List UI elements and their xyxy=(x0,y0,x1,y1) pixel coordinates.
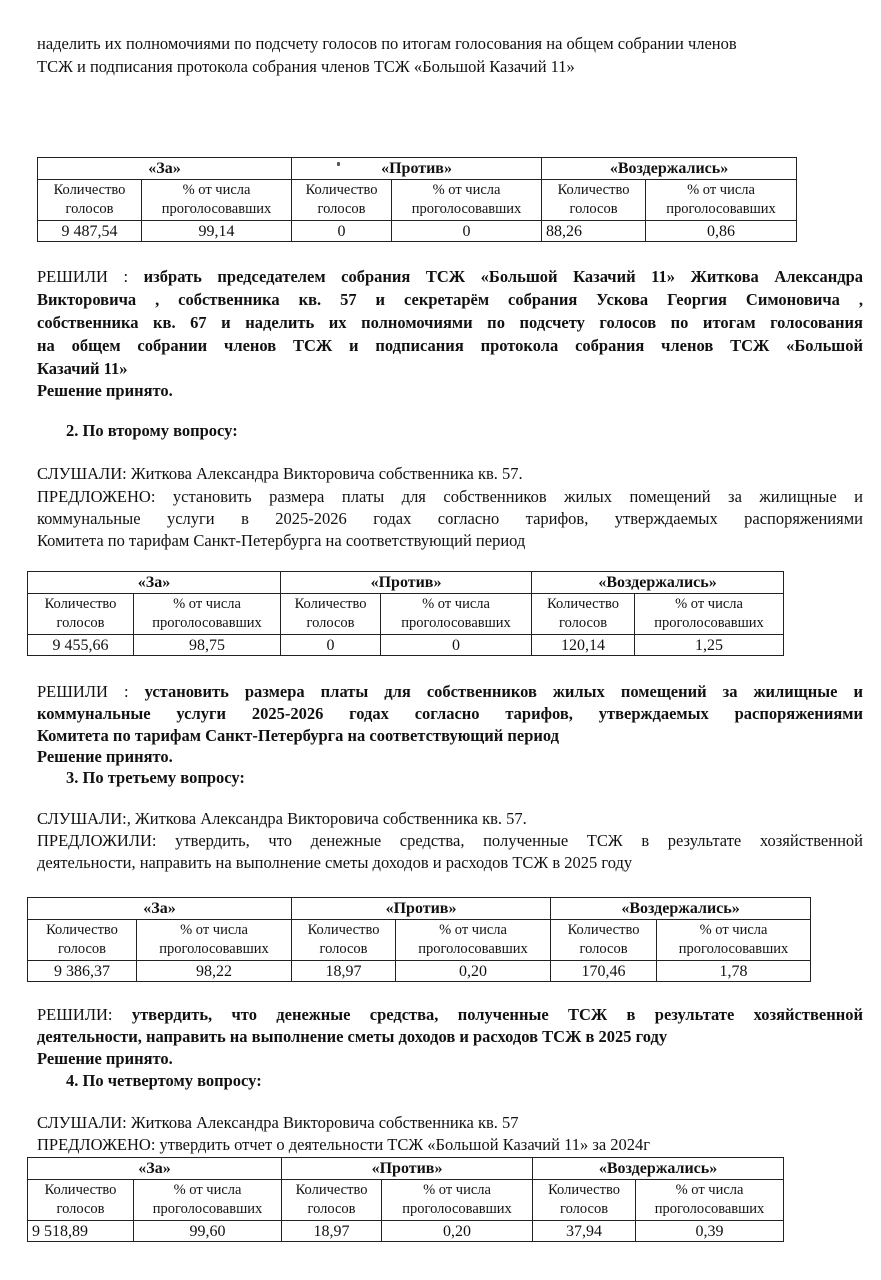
col-header-percent: % от числа проголосовавших xyxy=(636,1180,784,1221)
col-header-count: Количество голосов xyxy=(533,1180,636,1221)
question-4-proposal-line-1: ПРЕДЛОЖЕНО: утвердить отчет о деятельности ТСЖ «Большой Казачий 11» за 2024г xyxy=(37,1135,651,1154)
za-count-cell: 9 455,66 xyxy=(28,635,134,656)
col-header-percent: % от числа проголосовавших xyxy=(646,180,797,221)
intro-line-1: наделить их полномочиями по подсчету голосов по итогам голосования на общем собрании членов xyxy=(37,34,737,53)
resolution-1-line-1 xyxy=(37,266,863,288)
vozd-count-cell: 37,94 xyxy=(533,1221,636,1242)
vozd-percent-cell: 0,39 xyxy=(636,1221,784,1242)
vozd-percent-cell: 0,86 xyxy=(646,221,797,242)
col-header-count: Количество голосов xyxy=(282,1180,382,1221)
col-header-count: Количество голосов xyxy=(292,180,392,221)
resolution-prefix: РЕШИЛИ: xyxy=(37,1005,132,1024)
vozd-count-cell: 120,14 xyxy=(532,635,635,656)
col-header-percent: % от числа проголосовавших xyxy=(381,594,532,635)
col-header-percent: % от числа проголосовавших xyxy=(635,594,784,635)
col-header-count: Количество голосов xyxy=(38,180,142,221)
col-header-count: Количество голосов xyxy=(281,594,381,635)
group-protiv-header: «Против» xyxy=(282,1158,533,1180)
vozd-percent-cell: 1,78 xyxy=(657,961,811,982)
col-header-percent: % от числа проголосовавших xyxy=(392,180,542,221)
group-protiv-header: «Против» xyxy=(292,158,542,180)
vozd-percent-cell: 1,25 xyxy=(635,635,784,656)
protiv-count-cell: 18,97 xyxy=(292,961,396,982)
question-4-heading: 4. По четвертому вопросу: xyxy=(66,1071,262,1090)
group-za-header: «За» xyxy=(38,158,292,180)
question-2-proposal-line-3: Комитета по тарифам Санкт-Петербурга на соответствующий период xyxy=(37,531,526,550)
resolution-2-line-1 xyxy=(37,681,863,703)
protiv-percent-cell: 0,20 xyxy=(382,1221,533,1242)
col-header-percent: % от числа проголосовавших xyxy=(134,594,281,635)
scan-speck xyxy=(337,162,340,166)
protiv-count-cell: 18,97 xyxy=(282,1221,382,1242)
vozd-count-cell: 170,46 xyxy=(551,961,657,982)
col-header-percent: % от числа проголосовавших xyxy=(137,920,292,961)
col-header-percent: % от числа проголосовавших xyxy=(134,1180,282,1221)
question-3-heading: 3. По третьему вопросу: xyxy=(66,768,245,787)
question-4-heard: СЛУШАЛИ: Житкова Александра Викторовича собственника кв. 57 xyxy=(37,1113,519,1132)
resolution-3-line-1 xyxy=(37,1004,863,1026)
protiv-percent-cell: 0 xyxy=(381,635,532,656)
za-count-cell: 9 386,37 xyxy=(28,961,137,982)
resolution-text: утвердить, что денежные средства, полученные ТСЖ в результате хозяйственной xyxy=(131,1005,863,1024)
col-header-count: Количество голосов xyxy=(28,594,134,635)
za-percent-cell: 99,14 xyxy=(142,221,292,242)
resolution-prefix: РЕШИЛИ : xyxy=(37,267,144,286)
group-vozd-header: «Воздержались» xyxy=(532,572,784,594)
decision-accepted-3: Решение принято. xyxy=(37,1049,173,1068)
vote-table-3 xyxy=(27,897,811,982)
decision-accepted-2: Решение принято. xyxy=(37,747,173,766)
group-vozd-header: «Воздержались» xyxy=(542,158,797,180)
decision-accepted-1: Решение принято. xyxy=(37,381,173,400)
protiv-count-cell: 0 xyxy=(281,635,381,656)
protiv-count-cell: 0 xyxy=(292,221,392,242)
group-za-header: «За» xyxy=(28,1158,282,1180)
group-vozd-header: «Воздержались» xyxy=(533,1158,784,1180)
vozd-count-cell: 88,26 xyxy=(542,221,646,242)
col-header-count: Количество голосов xyxy=(542,180,646,221)
question-2-proposal-line-1: ПРЕДЛОЖЕНО: установить размера платы для собственников жилых помещений за жилищные и xyxy=(37,487,863,506)
group-protiv-header: «Против» xyxy=(292,898,551,920)
vote-table-4 xyxy=(27,1157,784,1242)
question-2-heard: СЛУШАЛИ: Житкова Александра Викторовича собственника кв. 57. xyxy=(37,464,523,483)
intro-line-2: ТСЖ и подписания протокола собрания членов ТСЖ «Большой Казачий 11» xyxy=(37,57,575,76)
group-protiv-header: «Против» xyxy=(281,572,532,594)
group-vozd-header: «Воздержались» xyxy=(551,898,811,920)
resolution-1-line-4: на общем собрании членов ТСЖ и подписания протокола собрания членов ТСЖ «Большой xyxy=(37,336,863,355)
za-percent-cell: 98,22 xyxy=(137,961,292,982)
protiv-percent-cell: 0 xyxy=(392,221,542,242)
col-header-count: Количество голосов xyxy=(28,920,137,961)
col-header-percent: % от числа проголосовавших xyxy=(657,920,811,961)
question-3-proposal-line-2: деятельности, направить на выполнение сметы доходов и расходов ТСЖ в 2025 году xyxy=(37,853,633,872)
za-percent-cell: 98,75 xyxy=(134,635,281,656)
group-za-header: «За» xyxy=(28,572,281,594)
resolution-text: установить размера платы для собственников жилых помещений за жилищные и xyxy=(144,682,863,701)
resolution-prefix: РЕШИЛИ : xyxy=(37,682,145,701)
question-2-proposal-line-2: коммунальные услуги в 2025-2026 годах согласно тарифов, утверждаемых распоряжениями xyxy=(37,509,863,528)
col-header-percent: % от числа проголосовавших xyxy=(142,180,292,221)
resolution-1-line-2: Викторовича , собственника кв. 57 и секретарём собрания Ускова Георгия Симоновича , xyxy=(37,290,863,309)
vote-table-2 xyxy=(27,571,784,656)
col-header-percent: % от числа проголосовавших xyxy=(382,1180,533,1221)
resolution-text: избрать председателем собрания ТСЖ «Большой Казачий 11» Житкова Александра xyxy=(143,267,863,286)
protiv-percent-cell: 0,20 xyxy=(396,961,551,982)
question-2-heading: 2. По второму вопросу: xyxy=(66,421,238,440)
col-header-count: Количество голосов xyxy=(532,594,635,635)
resolution-1-line-5: Казачий 11» xyxy=(37,359,128,378)
group-za-header: «За» xyxy=(28,898,292,920)
resolution-2-line-2: коммунальные услуги 2025-2026 годах согласно тарифов, утверждаемых распоряжениями xyxy=(37,704,863,723)
question-3-proposal-line-1: ПРЕДЛОЖИЛИ: утвердить, что денежные средства, полученные ТСЖ в результате хозяйственной xyxy=(37,831,863,850)
za-count-cell: 9 487,54 xyxy=(38,221,142,242)
col-header-count: Количество голосов xyxy=(28,1180,134,1221)
col-header-count: Количество голосов xyxy=(551,920,657,961)
za-count-cell: 9 518,89 xyxy=(28,1221,134,1242)
resolution-1-line-3: собственника кв. 67 и наделить их полномочиями по подсчету голосов по итогам голосования xyxy=(37,313,863,332)
za-percent-cell: 99,60 xyxy=(134,1221,282,1242)
vote-table-1 xyxy=(37,157,797,242)
resolution-3-line-2: деятельности, направить на выполнение сметы доходов и расходов ТСЖ в 2025 году xyxy=(37,1027,668,1046)
question-3-heard: СЛУШАЛИ:, Житкова Александра Викторовича собственника кв. 57. xyxy=(37,809,527,828)
resolution-2-line-3: Комитета по тарифам Санкт-Петербурга на соответствующий период xyxy=(37,726,560,745)
col-header-count: Количество голосов xyxy=(292,920,396,961)
col-header-percent: % от числа проголосовавших xyxy=(396,920,551,961)
